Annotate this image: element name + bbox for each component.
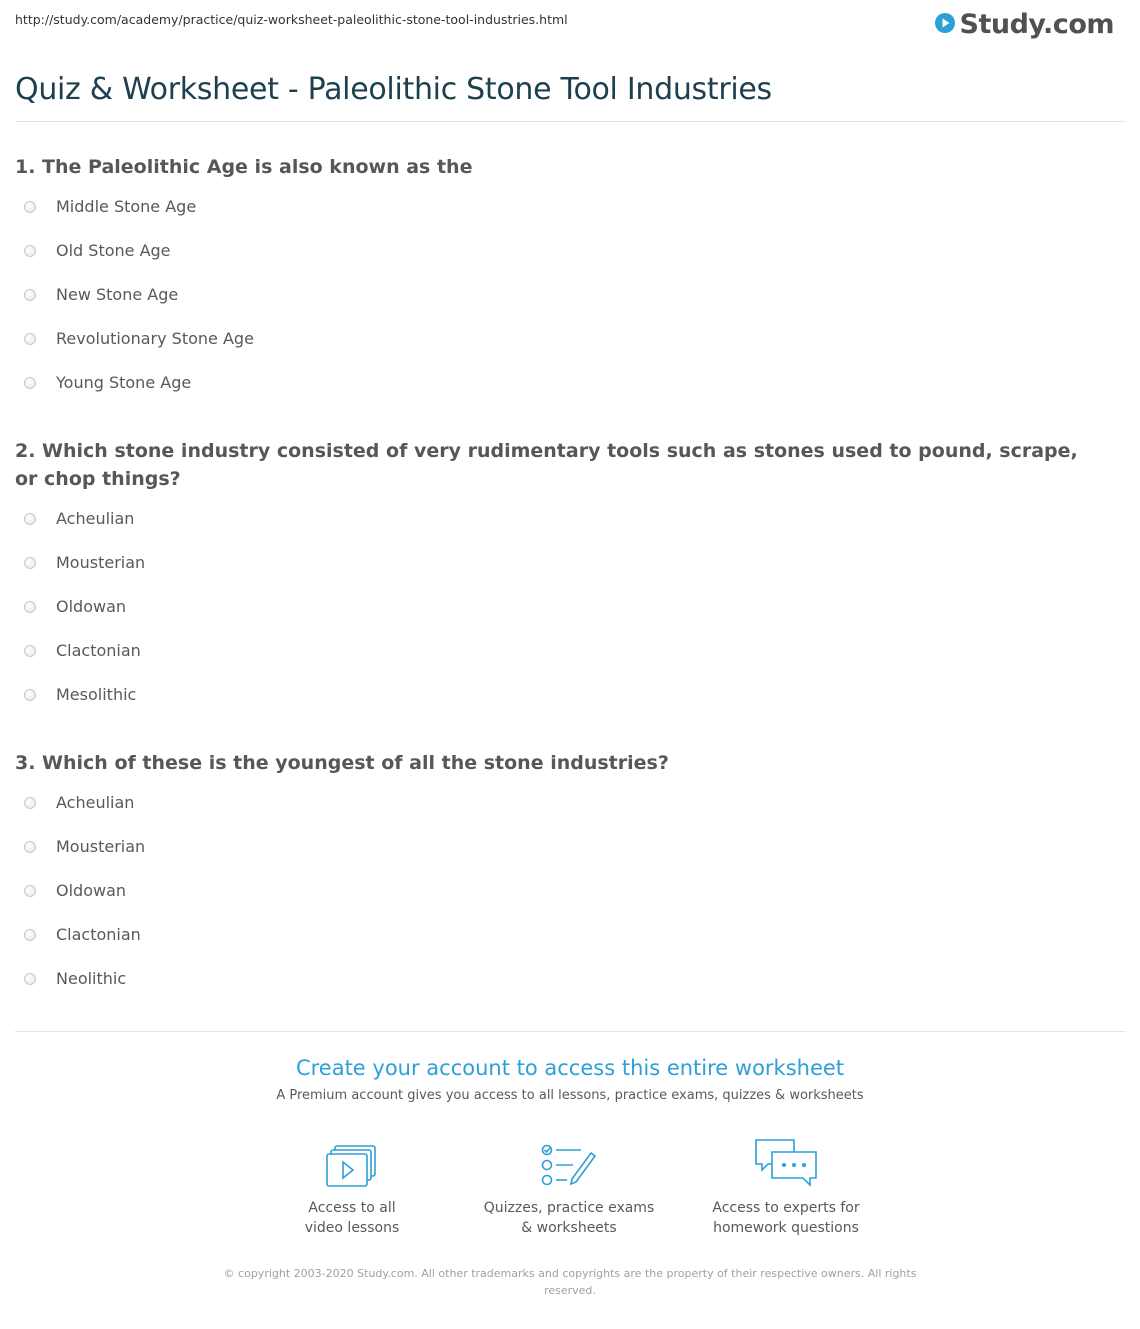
quiz-checklist-icon bbox=[459, 1138, 679, 1188]
radio-button[interactable] bbox=[24, 377, 36, 389]
copyright-notice bbox=[210, 1265, 930, 1299]
radio-button[interactable] bbox=[24, 841, 36, 853]
answer-label: Revolutionary Stone Age bbox=[56, 329, 254, 348]
video-lessons-icon bbox=[242, 1138, 462, 1188]
radio-button[interactable] bbox=[24, 797, 36, 809]
answer-label: Mousterian bbox=[56, 553, 146, 572]
question-text: 1. The Paleolithic Age is also known as the bbox=[15, 156, 473, 178]
answer-option[interactable] bbox=[15, 684, 1085, 728]
divider bbox=[15, 121, 1125, 122]
radio-button[interactable] bbox=[24, 333, 36, 345]
answer-label: Oldowan bbox=[56, 597, 127, 616]
promo-subtitle: A Premium account gives you access to all lessons, practice exams, quizzes & worksheets bbox=[276, 1088, 864, 1103]
answer-option[interactable] bbox=[15, 328, 1085, 372]
answer-option[interactable] bbox=[15, 836, 1085, 880]
feature-label: Access to all bbox=[308, 1200, 396, 1216]
answer-label: New Stone Age bbox=[56, 285, 179, 304]
answer-option[interactable] bbox=[15, 284, 1085, 328]
copyright-line: reserved. bbox=[544, 1284, 596, 1297]
answer-label: Oldowan bbox=[56, 881, 127, 900]
answer-option[interactable] bbox=[15, 968, 1085, 1012]
question-2 bbox=[15, 437, 1085, 728]
radio-button[interactable] bbox=[24, 289, 36, 301]
study-logo[interactable] bbox=[934, 8, 1114, 42]
page-url: http://study.com/academy/practice/quiz-worksheet-paleolithic-stone-tool-industries.html bbox=[15, 12, 568, 27]
radio-button[interactable] bbox=[24, 513, 36, 525]
answer-label: Clactonian bbox=[56, 925, 141, 944]
answer-option[interactable] bbox=[15, 240, 1085, 284]
radio-button[interactable] bbox=[24, 601, 36, 613]
logo-text: Study.com bbox=[959, 9, 1114, 40]
feature-label: homework questions bbox=[713, 1220, 859, 1236]
answer-list bbox=[15, 196, 1085, 416]
question-1 bbox=[15, 153, 1085, 416]
answer-option[interactable] bbox=[15, 596, 1085, 640]
answer-label: Clactonian bbox=[56, 641, 141, 660]
radio-button[interactable] bbox=[24, 689, 36, 701]
signup-promo bbox=[0, 1053, 1140, 1105]
answer-option[interactable] bbox=[15, 924, 1085, 968]
radio-button[interactable] bbox=[24, 557, 36, 569]
answer-label: Neolithic bbox=[56, 969, 127, 988]
radio-button[interactable] bbox=[24, 929, 36, 941]
radio-button[interactable] bbox=[24, 245, 36, 257]
divider bbox=[15, 1031, 1125, 1032]
answer-option[interactable] bbox=[15, 372, 1085, 416]
answer-option[interactable] bbox=[15, 792, 1085, 836]
feature-label: & worksheets bbox=[521, 1220, 617, 1236]
feature-label: Access to experts for bbox=[712, 1200, 860, 1216]
create-account-link[interactable]: Create your account to access this entire worksheet bbox=[295, 1056, 845, 1080]
answer-label: Young Stone Age bbox=[56, 373, 192, 392]
answer-list bbox=[15, 792, 1085, 1012]
radio-button[interactable] bbox=[24, 973, 36, 985]
answer-label: Middle Stone Age bbox=[56, 197, 197, 216]
radio-button[interactable] bbox=[24, 885, 36, 897]
answer-option[interactable] bbox=[15, 196, 1085, 240]
answer-label: Old Stone Age bbox=[56, 241, 171, 260]
answer-option[interactable] bbox=[15, 552, 1085, 596]
radio-button[interactable] bbox=[24, 201, 36, 213]
copyright-line: © copyright 2003-2020 Study.com. All other trademarks and copyrights are the property of their respective owners. All rights bbox=[223, 1267, 917, 1280]
answer-label: Mesolithic bbox=[56, 685, 137, 704]
radio-button[interactable] bbox=[24, 645, 36, 657]
answer-label: Acheulian bbox=[56, 509, 135, 528]
answer-option[interactable] bbox=[15, 640, 1085, 684]
feature-label: Quizzes, practice exams bbox=[483, 1200, 655, 1216]
play-icon bbox=[934, 12, 956, 38]
chat-bubbles-icon bbox=[676, 1138, 896, 1188]
question-3 bbox=[15, 749, 1085, 1012]
feature-video-lessons bbox=[242, 1138, 462, 1238]
feature-experts bbox=[676, 1138, 896, 1238]
question-text: 3. Which of these is the youngest of all the stone industries? bbox=[15, 752, 669, 774]
page-title: Quiz & Worksheet - Paleolithic Stone Tool Industries bbox=[15, 72, 772, 107]
answer-list bbox=[15, 508, 1085, 728]
question-text: 2. Which stone industry consisted of very rudimentary tools such as stones used to pound, scrape, or chop things? bbox=[15, 440, 1078, 490]
answer-option[interactable] bbox=[15, 508, 1085, 552]
feature-quizzes bbox=[459, 1138, 679, 1238]
feature-label: video lessons bbox=[304, 1220, 400, 1236]
answer-label: Mousterian bbox=[56, 837, 146, 856]
answer-label: Acheulian bbox=[56, 793, 135, 812]
answer-option[interactable] bbox=[15, 880, 1085, 924]
